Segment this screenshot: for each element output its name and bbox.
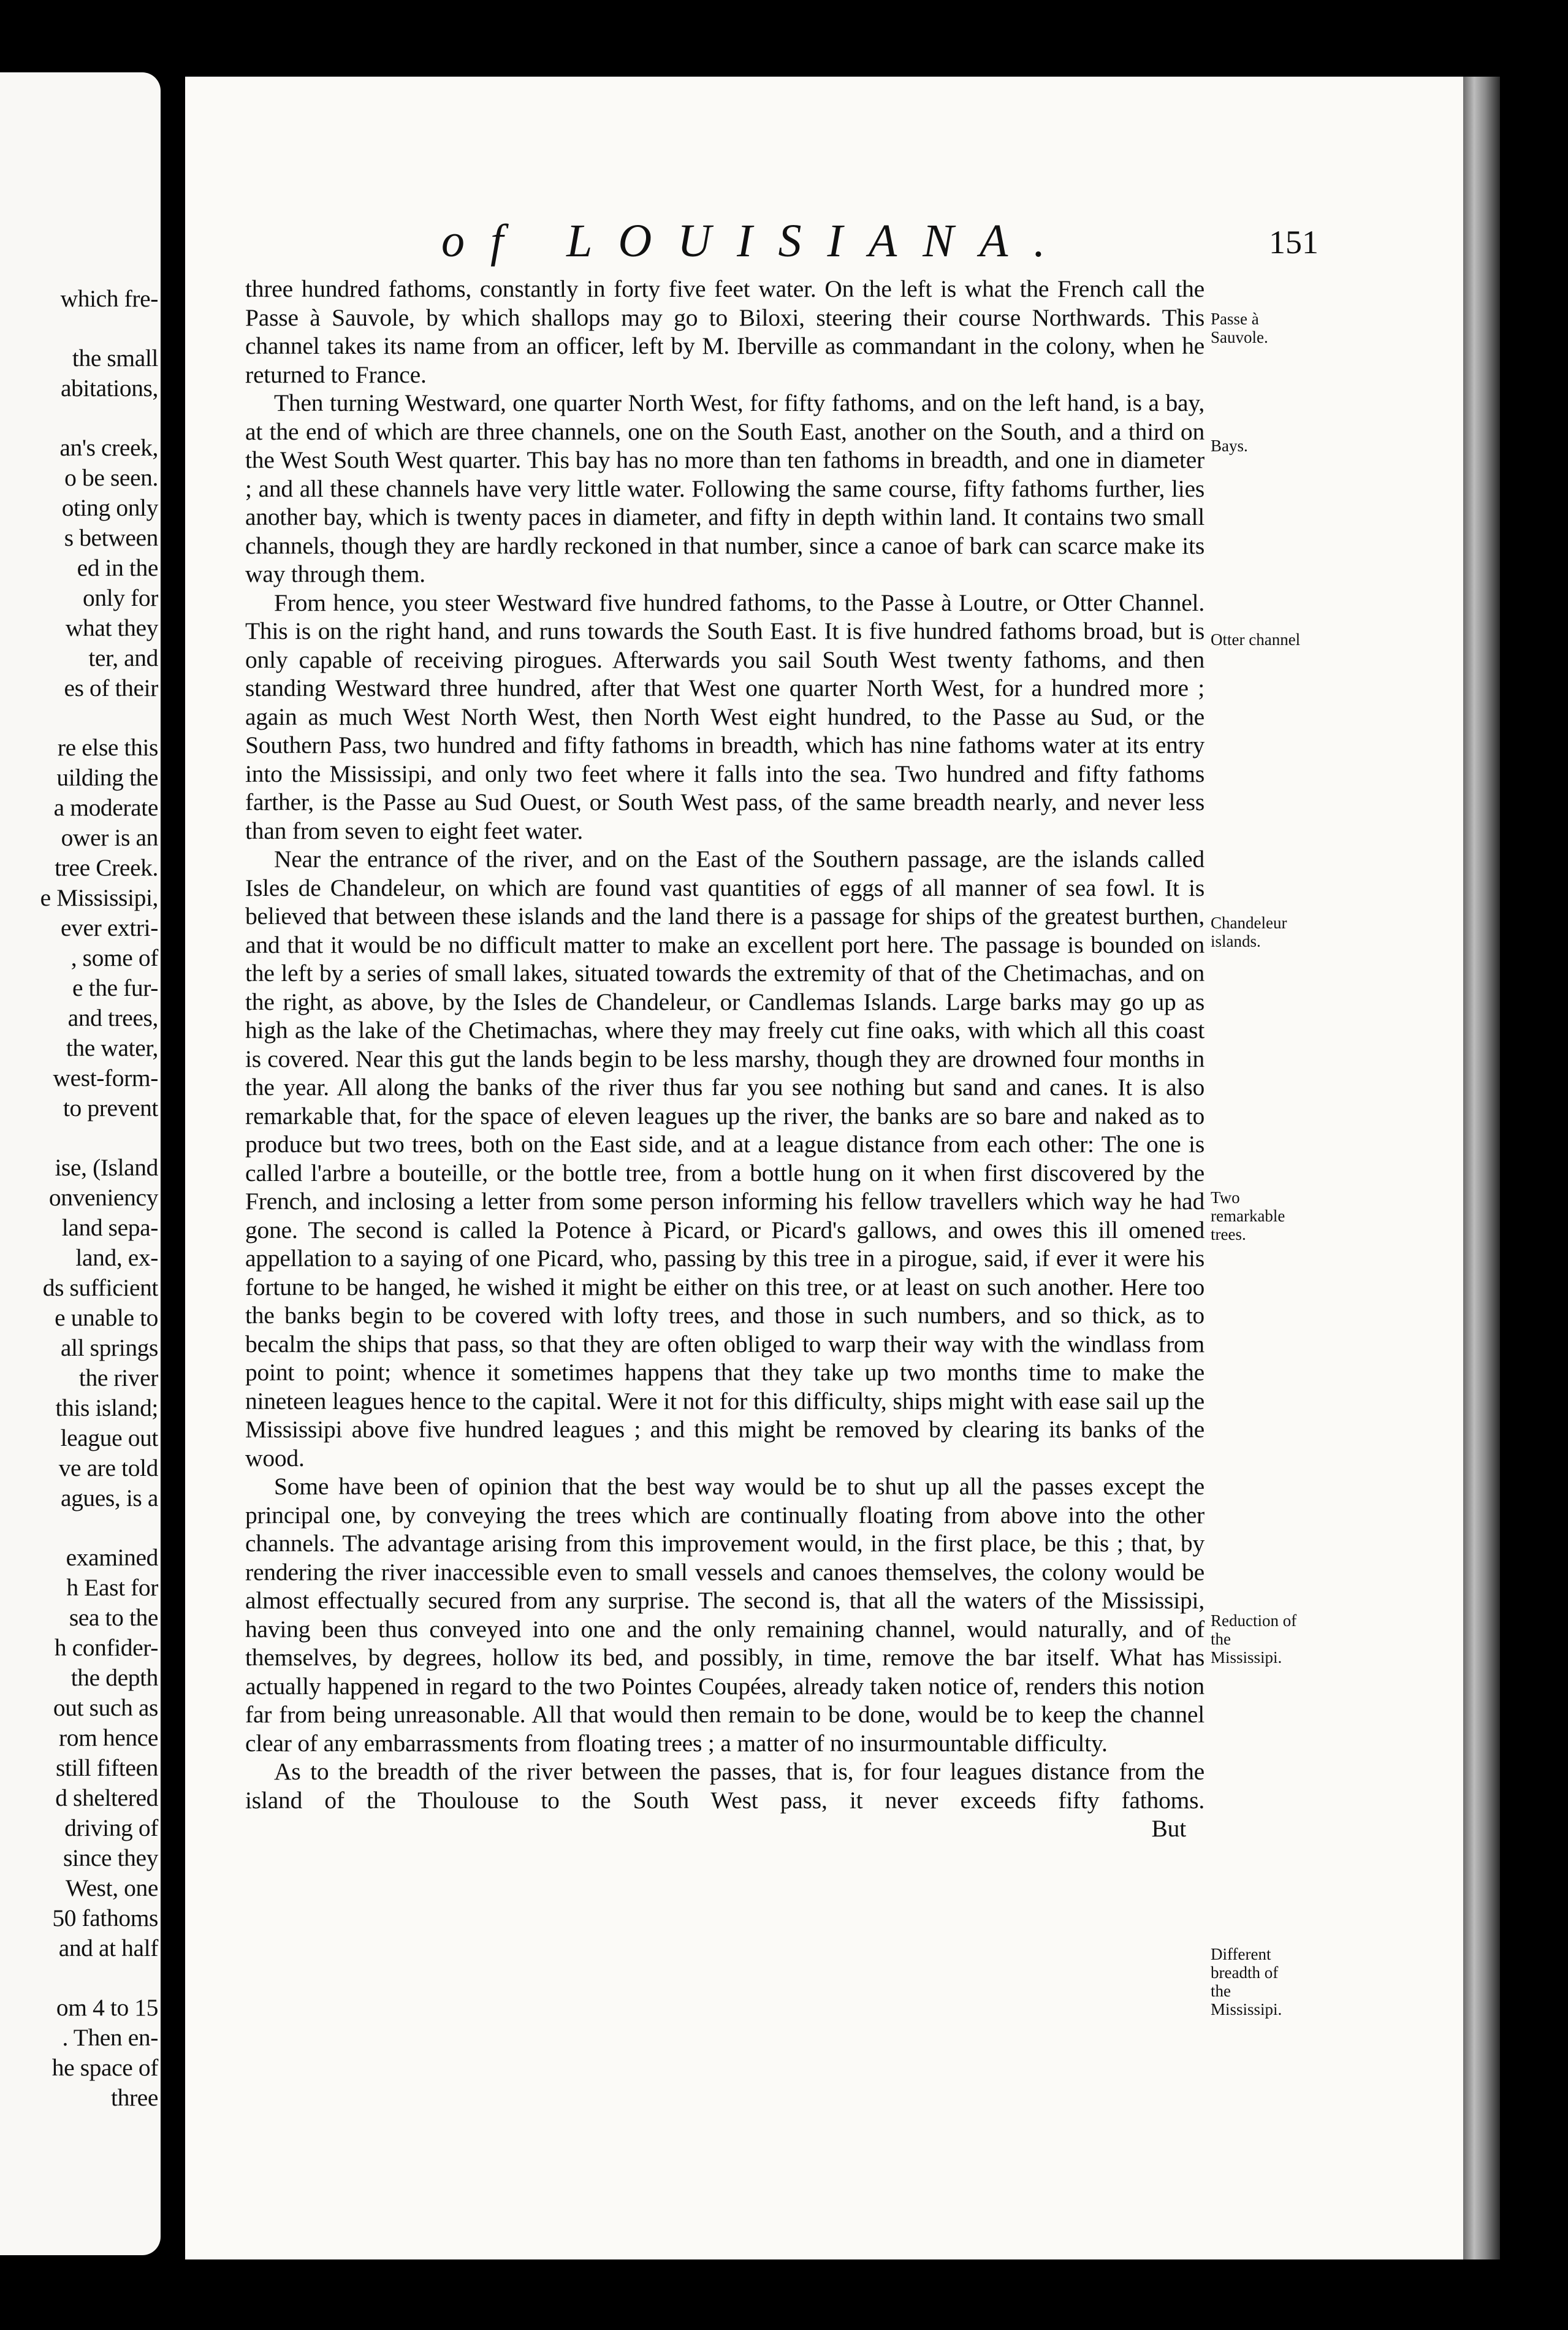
- facing-page-line: and trees,: [67, 1004, 158, 1031]
- facing-page-line: , some of: [70, 944, 158, 971]
- facing-page-line: he space of: [51, 2054, 158, 2081]
- page-edge-shadow: [1463, 77, 1500, 2259]
- facing-page: [0, 72, 161, 2255]
- facing-page-line: d sheltered: [55, 1784, 158, 1811]
- line-gap: [0, 1513, 161, 1543]
- margin-note: Reduction of the Mississipi.: [1211, 1611, 1297, 1667]
- facing-page-line: onveniency: [48, 1184, 158, 1211]
- facing-page-line: this island;: [55, 1394, 158, 1421]
- facing-page-line: West, one: [65, 1874, 158, 1901]
- facing-page-line: an's creek,: [59, 434, 158, 461]
- facing-page-line: ed in the: [77, 554, 158, 581]
- facing-page-line: ds sufficient: [42, 1274, 158, 1301]
- facing-page-line: land sepa-: [61, 1214, 158, 1241]
- facing-page-line: the small: [72, 345, 158, 372]
- facing-page-line: abitations,: [60, 375, 158, 402]
- facing-page-line: to prevent: [63, 1094, 158, 1121]
- facing-page-line: . Then en-: [62, 2024, 158, 2051]
- facing-page-line: h confider-: [54, 1634, 158, 1661]
- facing-page-line: re else this: [57, 734, 158, 761]
- facing-page-text: [0, 284, 161, 2113]
- facing-page-line: e the fur-: [72, 974, 158, 1001]
- facing-page-line: sea to the: [69, 1604, 158, 1631]
- running-head: [251, 215, 1319, 270]
- page-title: of LOUISIANA.: [441, 215, 1071, 267]
- body-text: [245, 275, 1205, 1843]
- facing-page-line: the depth: [70, 1664, 158, 1691]
- margin-note: Two remarkable trees.: [1211, 1188, 1285, 1243]
- facing-page-line: ter, and: [88, 644, 158, 671]
- margin-note: Chandeleur islands.: [1211, 914, 1287, 950]
- margin-note: Otter channel: [1211, 630, 1301, 649]
- line-gap: [0, 1123, 161, 1153]
- paragraph: Then turning Westward, one quarter North West, for fifty fathoms, and on the left hand, is a bay, at the end of which are three channels, one on the South East, another on the South, and a third on the West South West quarter. This bay has no more than ten fathoms in breadth, and one in diameter ; and all these channels have very little water. Following the same course, fifty fathoms further, lies another bay, which is twenty paces in diameter, and fifty in depth within land. It contains two small channels, though they are hardly reckoned in that number, since a canoe of bark can scarce make its way through them.: [245, 389, 1205, 587]
- facing-page-line: ever extri-: [61, 914, 158, 941]
- facing-page-line: s between: [64, 524, 158, 551]
- facing-page-line: o be seen.: [64, 464, 158, 491]
- line-gap: [0, 1963, 161, 1993]
- facing-page-line: land, ex-: [75, 1244, 158, 1271]
- facing-page-line: tree Creek.: [55, 854, 158, 881]
- facing-page-line: ise, (Island: [55, 1154, 158, 1181]
- facing-page-line: ower is an: [61, 824, 158, 851]
- page-number: 151: [1269, 224, 1319, 261]
- facing-page-line: oting only: [61, 494, 158, 521]
- facing-page-line: and at half: [58, 1935, 158, 1961]
- facing-page-line: h East for: [66, 1574, 158, 1601]
- facing-page-line: which fre-: [60, 285, 158, 312]
- facing-page-line: the water,: [66, 1034, 158, 1061]
- margin-note: Bays.: [1211, 437, 1248, 455]
- line-gap: [0, 403, 161, 433]
- facing-page-line: out such as: [53, 1694, 158, 1721]
- paragraph: Near the entrance of the river, and on the East of the Southern passage, are the islands called Isles de Chandeleur, on which are found vast quantities of eggs of all manner of sea fowl. It is believed that between these islands and the land there is a passage for ships of the greatest burthen, and that it would be no difficult matter to make an excellent port here. The passage is bounded on the left by a series of small lakes, situated towards the extremity of that of the Chetimachas, and on the right, as above, by the Isles de Chandeleur, or Candlemas Islands. Large barks may go up as high as the lake of the Chetimachas, where they may freely cut fine oaks, with which all this coast is covered. Near this gut the lands begin to be less marshy, though they are drowned four months in the year. All along the banks of the river thus far you see nothing but sand and canes. It is also remarkable that, for the space of eleven leagues up the river, the banks are so bare and naked as to produce but two trees, both on the East side, and at a league distance from each other: The one is called l'arbre a bouteille, or the bottle tree, from a bottle hung on it when first discovered by the French, and inclosing a letter from some person informing his fellow travellers which way he had gone. The second is called la Potence à Picard, or Picard's gallows, and owes this ill omened appellation to a saying of one Picard, who, passing by this tree in a pirogue, said, if ever it were his fortune to be hanged, he wished it might be either on this tree, or at least on such another. Here too the banks begin to be covered with lofty trees, and those in such numbers, and so thick, as to becalm the ships that pass, so that they are often obliged to warp their way with the windlass from point to point; whence it sometimes happens that they take up two months time to make the nineteen leagues hence to the capital. Were it not for this difficulty, ships might with ease sail up the Mississipi above five hundred leagues ; and this might be removed by clearing its banks of the wood.: [245, 846, 1205, 1472]
- facing-page-line: 50 fathoms: [52, 1904, 158, 1931]
- facing-page-line: es of their: [64, 674, 158, 701]
- line-gap: [0, 703, 161, 733]
- facing-page-line: the river: [78, 1364, 158, 1391]
- margin-note: Passe à Sauvole.: [1211, 310, 1268, 346]
- facing-page-line: all springs: [60, 1334, 158, 1361]
- facing-page-line: still fifteen: [55, 1754, 158, 1781]
- facing-page-line: uilding the: [56, 764, 158, 791]
- facing-page-line: examined: [66, 1544, 158, 1571]
- facing-page-line: three: [111, 2084, 158, 2111]
- margin-note: Different breadth of the Mississipi.: [1211, 1945, 1282, 2019]
- facing-page-line: agues, is a: [60, 1484, 158, 1511]
- facing-page-line: since they: [63, 1844, 158, 1871]
- facing-page-line: a moderate: [53, 794, 158, 821]
- paragraph: three hundred fathoms, constantly in forty five feet water. On the left is what the French call the Passe à Sauvole, by which shallops may go to Biloxi, steering their course Northwards. This channel takes its name from an officer, left by M. Iberville as commandant in the colony, when he returned to France.: [245, 275, 1205, 388]
- facing-page-line: what they: [65, 614, 158, 641]
- facing-page-line: west-form-: [53, 1064, 158, 1091]
- line-gap: [0, 314, 161, 343]
- facing-page-line: e unable to: [55, 1304, 158, 1331]
- paragraph: As to the breadth of the river between the passes, that is, for four leagues distance from the island of the Thoulouse to the South West pass, it never exceeds fifty fathoms.: [245, 1758, 1205, 1814]
- facing-page-line: rom hence: [59, 1724, 158, 1751]
- facing-page-line: ve are told: [58, 1454, 158, 1481]
- facing-page-line: e Mississipi,: [40, 884, 158, 911]
- catchword: But: [1151, 1815, 1186, 1842]
- facing-page-line: driving of: [64, 1814, 158, 1841]
- facing-page-line: league out: [60, 1424, 158, 1451]
- paragraph: From hence, you steer Westward five hundred fathoms, to the Passe à Loutre, or Otter Channel. This is on the right hand, and runs towards the South East. It is five hundred fathoms broad, but is only capable of receiving pirogues. Afterwards you sail South West twenty fathoms, and then standing Westward three hundred, after that West one quarter North West, for a hundred more ; again as much West North West, then North West eight hundred, to the Passe au Sud, or the Southern Pass, two hundred and fifty fathoms in breadth, which has nine fathoms water at its entry into the Mississipi, and only two feet where it falls into the sea. Two hundred and fifty fathoms farther, is the Passe au Sud Ouest, or South West pass, of the same breadth nearly, and never less than from seven to eight feet water.: [245, 589, 1205, 844]
- facing-page-line: om 4 to 15: [56, 1994, 158, 2021]
- facing-page-line: only for: [83, 584, 158, 611]
- paragraph: Some have been of opinion that the best way would be to shut up all the passes except the principal one, by conveying the trees which are continually floating from above into the other channels. The advantage arising from this improvement would, in the first place, be this ; that, by rendering the river inaccessible even to small vessels and canoes themselves, the colony would be almost effectually secured from any surprise. The second is, that all the waters of the Mississipi, having been thus conveyed into one and the only remaining channel, would naturally, and of themselves, by degrees, hollow its bed, and possibly, in time, remove the bar itself. What has actually happened in regard to the two Pointes Coupées, already taken notice of, renders this notion far from being unreasonable. All that would then remain to be done, would be to keep the channel clear of any embarrassments from floating trees ; a matter of no insurmountable difficulty.: [245, 1473, 1205, 1757]
